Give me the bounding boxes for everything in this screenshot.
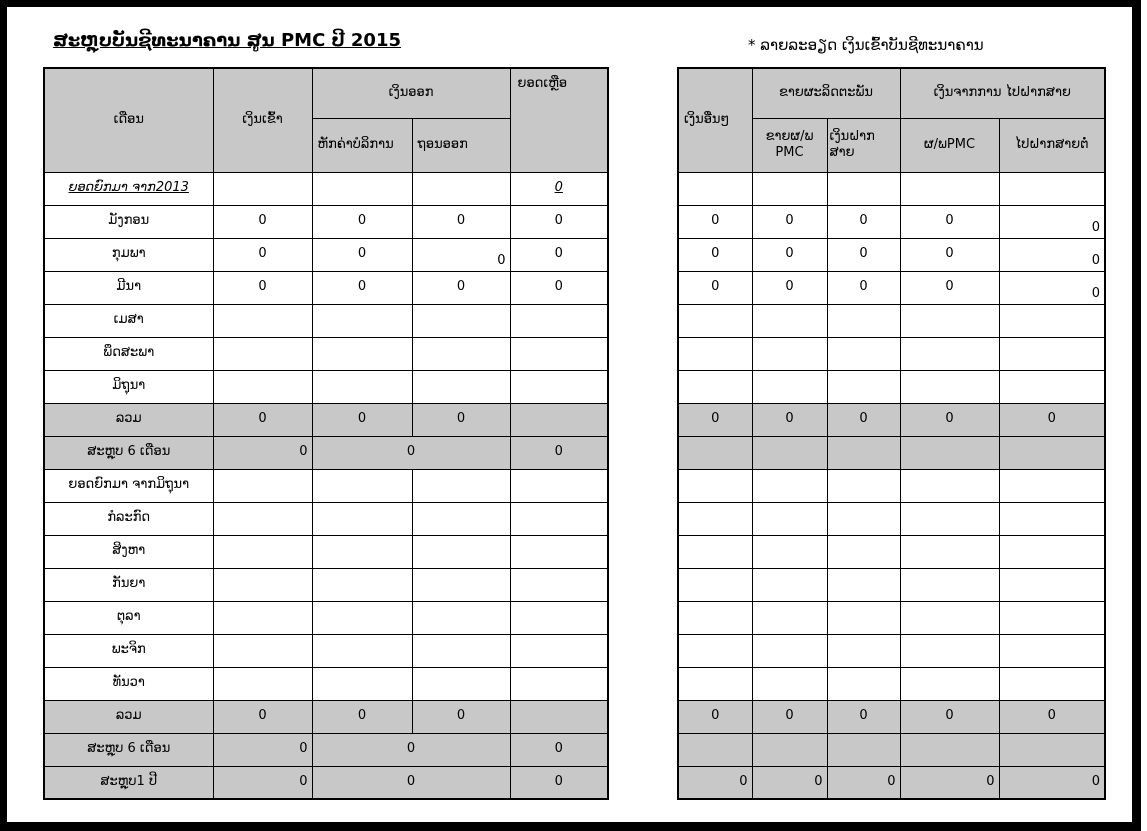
table-row (678, 337, 1105, 370)
value-cell: 0 (900, 700, 999, 733)
value-cell (752, 172, 827, 205)
value-cell (827, 469, 900, 502)
table-row (44, 469, 608, 502)
col-header-month: ເດືອນ (44, 68, 213, 172)
col-header-pmc: ຜ/ພPMC (900, 118, 999, 172)
value-cell: 0 (752, 403, 827, 436)
value-cell: 0 (412, 700, 510, 733)
table-row (44, 205, 608, 238)
table-row (678, 733, 1105, 766)
value-cell: 0 (412, 271, 510, 304)
value-cell: 0 (827, 700, 900, 733)
value-cell (678, 634, 752, 667)
col-header-deposit-next: ໄປຝາກສາຍຕໍ່ (999, 118, 1105, 172)
row-label: ລວມ (44, 403, 213, 436)
value-cell (312, 469, 412, 502)
row-label: ສິງຫາ (44, 535, 213, 568)
value-cell (213, 634, 312, 667)
value-cell: 0 (312, 733, 510, 766)
col-header-money-in: ເງິນເຂົ້າ (213, 68, 312, 172)
value-cell (999, 370, 1105, 403)
value-cell (412, 469, 510, 502)
row-label: ຍອດຍົກມາ ຈາກມິຖຸນາ (44, 469, 213, 502)
value-cell: 0 (312, 436, 510, 469)
col-header-deposit: ເງິນຝາກສາຍ (827, 118, 900, 172)
table-row (678, 403, 1105, 436)
value-cell (999, 469, 1105, 502)
value-cell (827, 502, 900, 535)
value-cell (900, 304, 999, 337)
value-cell (999, 337, 1105, 370)
value-cell (900, 601, 999, 634)
detail-note: * ລາຍລະອຽດ ເງິນເຂົ້າບັນຊີທະນາຄານ (748, 36, 984, 54)
value-cell (312, 370, 412, 403)
value-cell (900, 370, 999, 403)
table-row (678, 502, 1105, 535)
value-cell (678, 370, 752, 403)
value-cell (510, 502, 608, 535)
col-header-sales-pmc: ຂາຍຜ/ພ PMC (752, 118, 827, 172)
value-cell (678, 733, 752, 766)
value-cell (999, 172, 1105, 205)
value-cell: 0 (678, 271, 752, 304)
value-cell (752, 502, 827, 535)
table-row (44, 370, 608, 403)
table-row (678, 601, 1105, 634)
table-row (44, 535, 608, 568)
value-cell (900, 634, 999, 667)
value-cell: 0 (312, 766, 510, 799)
table-row (678, 634, 1105, 667)
value-cell (213, 370, 312, 403)
value-cell (900, 436, 999, 469)
table-row (44, 436, 608, 469)
value-cell: 0 (510, 271, 608, 304)
row-label: ກໍລະກົດ (44, 502, 213, 535)
value-cell (827, 601, 900, 634)
value-cell: 0 (213, 436, 312, 469)
value-cell (827, 667, 900, 700)
table-row (44, 271, 608, 304)
row-label: ກຸມພາ (44, 238, 213, 271)
table-row (678, 205, 1105, 238)
value-cell (752, 601, 827, 634)
value-cell (999, 502, 1105, 535)
row-label: ລວມ (44, 700, 213, 733)
value-cell: 0 (213, 271, 312, 304)
value-cell: 0 (900, 766, 999, 799)
table-row (44, 766, 608, 799)
table-row (678, 568, 1105, 601)
col-header-money-out-group: ເງິນອອກ (312, 68, 510, 118)
value-cell (999, 733, 1105, 766)
value-cell (752, 469, 827, 502)
value-cell: 0 (312, 700, 412, 733)
value-cell (312, 634, 412, 667)
value-cell: 0 (412, 403, 510, 436)
value-cell: 0 (678, 700, 752, 733)
value-cell (827, 535, 900, 568)
value-cell (678, 667, 752, 700)
value-cell: 0 (510, 766, 608, 799)
value-cell: 0 (213, 403, 312, 436)
value-cell (752, 436, 827, 469)
deposit-detail-body (678, 172, 1105, 799)
row-label: ຕຸລາ (44, 601, 213, 634)
row-label: ກັນຍາ (44, 568, 213, 601)
bank-summary-header (44, 68, 608, 172)
value-cell: 0 (678, 205, 752, 238)
page-title: ສະຫຼຸບບັນຊີທະນາຄານ ສູນ PMC ປີ 2015 (53, 30, 402, 51)
table-row (678, 535, 1105, 568)
row-label: ພະຈິກ (44, 634, 213, 667)
value-cell (752, 304, 827, 337)
value-cell (510, 337, 608, 370)
table-row (44, 634, 608, 667)
table-row (678, 238, 1105, 271)
row-label: ສະຫຼຸບ 6 ເດືອນ (44, 436, 213, 469)
col-header-withdraw: ຖອນອອກ (412, 118, 510, 172)
value-cell: 0 (510, 172, 608, 205)
value-cell (213, 601, 312, 634)
value-cell (678, 337, 752, 370)
value-cell (827, 172, 900, 205)
row-label: ມິຖຸນາ (44, 370, 213, 403)
value-cell (510, 304, 608, 337)
row-label: ທັນວາ (44, 667, 213, 700)
table-row (44, 172, 608, 205)
value-cell: 0 (999, 700, 1105, 733)
bank-summary-body (44, 172, 608, 799)
value-cell (900, 172, 999, 205)
value-cell (999, 535, 1105, 568)
value-cell (312, 502, 412, 535)
value-cell (312, 568, 412, 601)
value-cell (900, 568, 999, 601)
col-header-product-sales-group: ຂາຍຜະລິດຕະພັນ (752, 68, 900, 118)
value-cell: 0 (900, 271, 999, 304)
value-cell (827, 337, 900, 370)
table-row (678, 271, 1105, 304)
value-cell (752, 535, 827, 568)
value-cell: 0 (510, 205, 608, 238)
value-cell (752, 667, 827, 700)
value-cell (213, 568, 312, 601)
value-cell (412, 337, 510, 370)
value-cell (900, 733, 999, 766)
table-row (678, 436, 1105, 469)
value-cell (510, 601, 608, 634)
value-cell: 0 (312, 238, 412, 271)
deposit-detail-header (678, 68, 1105, 172)
value-cell (678, 172, 752, 205)
value-cell (900, 535, 999, 568)
value-cell (213, 337, 312, 370)
value-cell (678, 601, 752, 634)
value-cell (412, 667, 510, 700)
value-cell (999, 436, 1105, 469)
table-row (44, 733, 608, 766)
value-cell: 0 (312, 205, 412, 238)
row-label: ເມສາ (44, 304, 213, 337)
value-cell (752, 733, 827, 766)
value-cell: 0 (827, 271, 900, 304)
table-row (678, 304, 1105, 337)
value-cell (213, 535, 312, 568)
value-cell: 0 (827, 766, 900, 799)
value-cell (510, 700, 608, 733)
value-cell: 0 (678, 403, 752, 436)
value-cell (678, 469, 752, 502)
value-cell (900, 667, 999, 700)
value-cell: 0 (752, 238, 827, 271)
table-row (44, 502, 608, 535)
value-cell: 0 (900, 238, 999, 271)
value-cell (900, 502, 999, 535)
value-cell (312, 304, 412, 337)
value-cell: 0 (999, 766, 1105, 799)
table-row (678, 172, 1105, 205)
row-label: ຍອດຍົກມາ ຈາກ2013 (44, 172, 213, 205)
table-row (678, 700, 1105, 733)
value-cell (412, 304, 510, 337)
table-row (44, 304, 608, 337)
value-cell (752, 337, 827, 370)
value-cell (510, 370, 608, 403)
table-row (44, 700, 608, 733)
col-header-service-fee: ຫັກຄ່າບໍລິການ (312, 118, 412, 172)
value-cell (752, 634, 827, 667)
value-cell: 0 (412, 238, 510, 271)
value-cell (827, 634, 900, 667)
value-cell (312, 667, 412, 700)
value-cell: 0 (510, 733, 608, 766)
value-cell (312, 601, 412, 634)
table-row (44, 337, 608, 370)
value-cell (213, 172, 312, 205)
value-cell (827, 436, 900, 469)
value-cell: 0 (999, 271, 1105, 304)
value-cell (999, 601, 1105, 634)
table-row (678, 469, 1105, 502)
value-cell: 0 (510, 238, 608, 271)
value-cell: 0 (900, 403, 999, 436)
value-cell (678, 568, 752, 601)
deposit-detail-table (677, 67, 1106, 800)
value-cell (510, 568, 608, 601)
value-cell (999, 667, 1105, 700)
value-cell: 0 (312, 271, 412, 304)
value-cell (510, 535, 608, 568)
value-cell (999, 304, 1105, 337)
col-header-balance: ຍອດເຫຼືອ (510, 68, 608, 172)
row-label: ມັງກອນ (44, 205, 213, 238)
value-cell (412, 370, 510, 403)
value-cell (510, 403, 608, 436)
table-row (44, 403, 608, 436)
value-cell (312, 535, 412, 568)
value-cell: 0 (752, 700, 827, 733)
value-cell (999, 568, 1105, 601)
value-cell (412, 634, 510, 667)
value-cell (213, 304, 312, 337)
value-cell: 0 (827, 205, 900, 238)
value-cell: 0 (213, 766, 312, 799)
value-cell: 0 (678, 238, 752, 271)
bank-summary-table (43, 67, 609, 800)
value-cell (999, 634, 1105, 667)
value-cell (510, 634, 608, 667)
value-cell (412, 502, 510, 535)
value-cell: 0 (213, 238, 312, 271)
value-cell: 0 (678, 766, 752, 799)
value-cell (678, 502, 752, 535)
col-header-transfer-group: ເງິນຈາກການ ໄປຝາກສາຍ (900, 68, 1105, 118)
row-label: ພຶດສະພາ (44, 337, 213, 370)
value-cell: 0 (510, 436, 608, 469)
table-row (678, 766, 1105, 799)
value-cell (678, 304, 752, 337)
value-cell: 0 (999, 403, 1105, 436)
row-label: ມີນາ (44, 271, 213, 304)
value-cell (412, 172, 510, 205)
value-cell: 0 (213, 733, 312, 766)
value-cell: 0 (827, 238, 900, 271)
value-cell (312, 337, 412, 370)
value-cell (678, 535, 752, 568)
value-cell (752, 370, 827, 403)
value-cell: 0 (752, 205, 827, 238)
table-row (44, 667, 608, 700)
value-cell (213, 502, 312, 535)
value-cell (900, 337, 999, 370)
value-cell: 0 (999, 205, 1105, 238)
value-cell: 0 (213, 205, 312, 238)
value-cell (412, 535, 510, 568)
col-header-other-money: ເງິນອື່ນໆ (678, 68, 752, 172)
value-cell (827, 568, 900, 601)
value-cell (510, 667, 608, 700)
table-row (678, 370, 1105, 403)
value-cell (312, 172, 412, 205)
value-cell: 0 (312, 403, 412, 436)
value-cell (827, 304, 900, 337)
value-cell (827, 733, 900, 766)
row-label: ສະຫຼຸບ 6 ເດືອນ (44, 733, 213, 766)
row-label: ສະຫຼຸບ1 ປີ (44, 766, 213, 799)
value-cell (213, 667, 312, 700)
value-cell: 0 (752, 766, 827, 799)
value-cell (678, 436, 752, 469)
value-cell (752, 568, 827, 601)
table-row (678, 667, 1105, 700)
table-row (44, 568, 608, 601)
table-row (44, 601, 608, 634)
value-cell: 0 (900, 205, 999, 238)
table-row (44, 238, 608, 271)
value-cell (827, 370, 900, 403)
value-cell (510, 469, 608, 502)
value-cell: 0 (412, 205, 510, 238)
value-cell: 0 (827, 403, 900, 436)
value-cell: 0 (999, 238, 1105, 271)
value-cell (213, 469, 312, 502)
value-cell: 0 (213, 700, 312, 733)
value-cell (412, 601, 510, 634)
value-cell: 0 (752, 271, 827, 304)
value-cell (412, 568, 510, 601)
value-cell (900, 469, 999, 502)
